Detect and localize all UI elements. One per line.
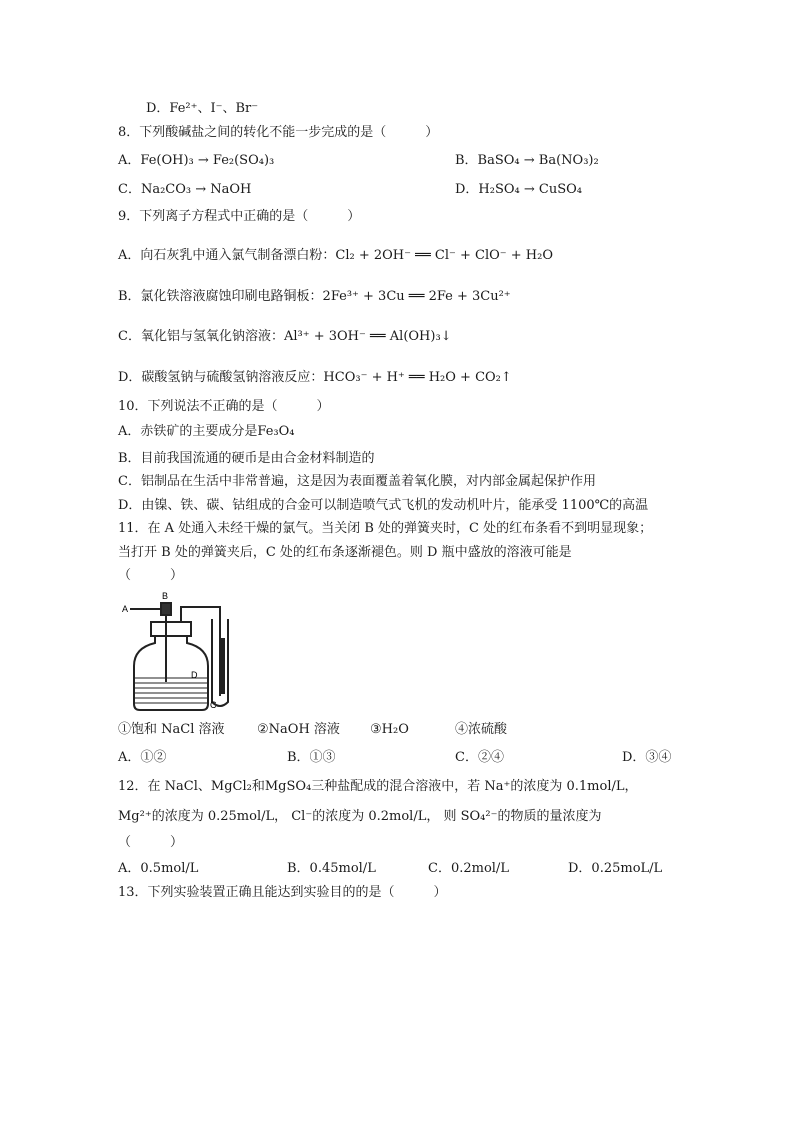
label-b: B [162,591,169,601]
q10-stem: 10．下列说法不正确的是（ ） [118,399,330,414]
q10-option-d: D．由镍、铁、碳、钴组成的合金可以制造喷气式飞机的发动机叶片，能承受 1100℃的高温 [118,498,649,513]
q8-option-b: B．BaSO₄ → Ba(NO₃)₂ [455,153,599,168]
q9-option-c: C．氧化铝与氢氧化钠溶液：Al³⁺ + 3OH⁻ ══ Al(OH)₃↓ [118,329,452,344]
red-cloth-strip [221,638,225,694]
q8-option-c: C．Na₂CO₃ → NaOH [118,182,252,197]
q7-option-d: D．Fe²⁺、I⁻、Br⁻ [146,101,259,116]
q11-option-d: D．③④ [622,750,672,765]
label-a: A [122,604,129,614]
gas-washing-apparatus-figure [118,586,243,716]
label-d: D [191,670,198,680]
q11-option-b: B．①③ [287,750,336,765]
q11-stem-line1: 11．在 A 处通入未经干燥的氯气。当关闭 B 处的弹簧夹时，C 处的红布条看不到明显现象； [118,521,653,536]
q11-option-a: A．①② [118,750,167,765]
q9-option-b: B．氯化铁溶液腐蚀印刷电路铜板：2Fe³⁺ + 3Cu ══ 2Fe + 3Cu²⁺ [118,289,511,304]
q12-stem-line2: Mg²⁺的浓度为 0.25mol/L， Cl⁻的浓度为 0.2mol/L， 则 SO₄²⁻的物质的量浓度为 [118,809,602,824]
q9-option-a: A．向石灰乳中通入氯气制备漂白粉：Cl₂ + 2OH⁻ ══ Cl⁻ + ClO⁻ + H₂O [118,248,554,263]
q10-option-a: A．赤铁矿的主要成分是Fe₃O₄ [118,424,295,439]
q12-answer-paren: （ ） [118,835,184,850]
q12-option-d: D．0.25moL/L [568,861,663,876]
spring-clamp [161,603,171,615]
q12-option-b: B．0.45mol/L [287,861,376,876]
q11-stem-line2: 当打开 B 处的弹簧夹后，C 处的红布条逐渐褪色。则 D 瓶中盛放的溶液可能是 [118,545,572,560]
q12-stem-line1: 12．在 NaCl、MgCl₂和MgSO₄三种盐配成的混合溶液中，若 Na⁺的浓度为 0.1mol/L， [118,779,638,794]
q11-item-2: ②NaOH 溶液 [257,722,340,737]
q10-option-b: B．目前我国流通的硬币是由合金材料制造的 [118,451,375,466]
q8-option-a: A．Fe(OH)₃ → Fe₂(SO₄)₃ [118,153,275,168]
q11-answer-paren: （ ） [118,568,184,583]
q9-option-d: D．碳酸氢钠与硫酸氢钠溶液反应：HCO₃⁻ + H⁺ ══ H₂O + CO₂↑ [118,370,512,385]
q12-option-a: A．0.5mol/L [118,861,199,876]
q13-stem: 13．下列实验装置正确且能达到实验目的的是（ ） [118,885,447,900]
q12-option-c: C．0.2mol/L [428,861,509,876]
q8-option-d: D．H₂SO₄ → CuSO₄ [455,182,582,197]
q9-stem: 9．下列离子方程式中正确的是（ ） [118,209,361,224]
q11-option-c: C．②④ [455,750,504,765]
label-c: C [210,700,217,710]
q11-item-4: ④浓硫酸 [455,722,508,737]
q8-stem: 8．下列酸碱盐之间的转化不能一步完成的是（ ） [118,125,439,140]
q11-item-3: ③H₂O [370,722,409,737]
q11-item-1: ①饱和 NaCl 溶液 [118,722,225,737]
bottle-stopper [151,622,191,636]
q10-option-c: C．铝制品在生活中非常普遍，这是因为表面覆盖着氧化膜，对内部金属起保护作用 [118,474,596,489]
